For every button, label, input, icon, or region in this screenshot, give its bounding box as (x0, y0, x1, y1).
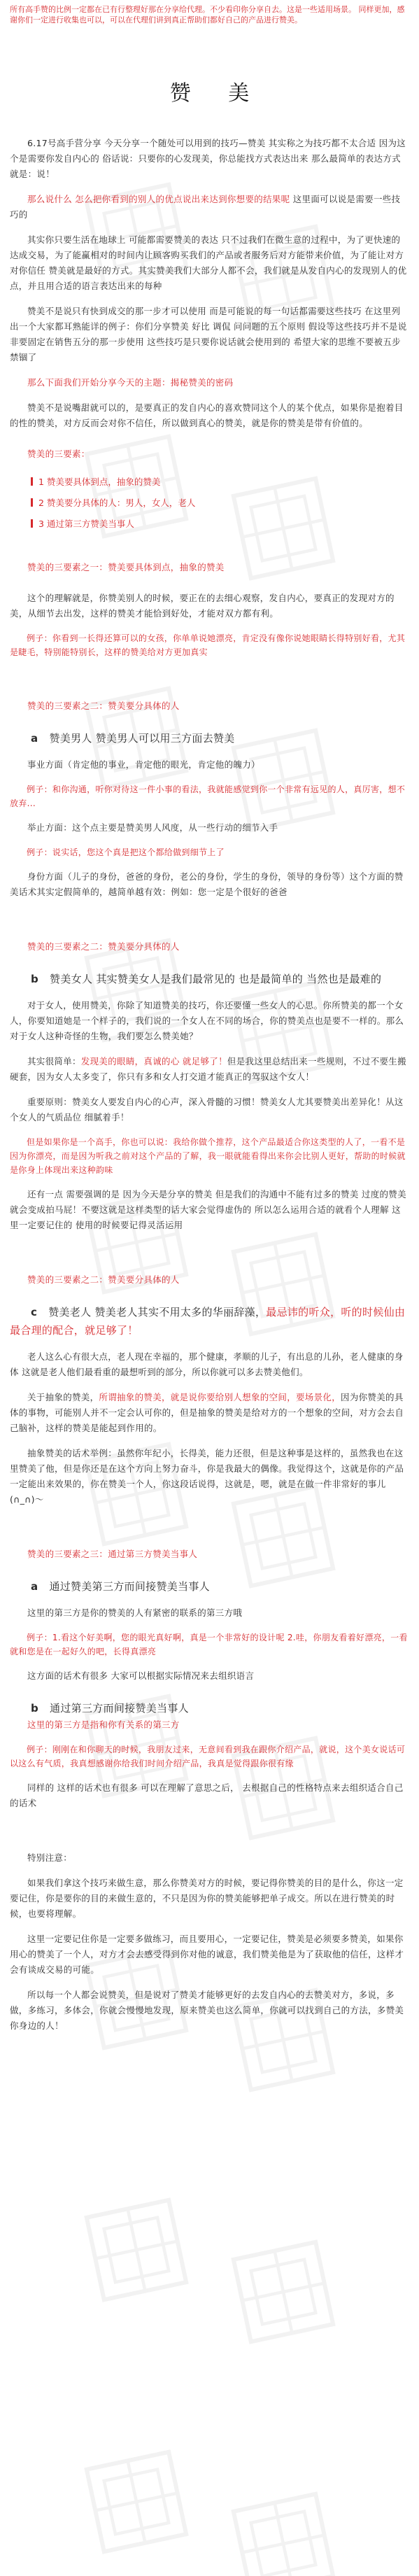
element2c-paragraph-3: 抽象赞美的话术举例：虽然你年纪小，长得美，能力还很，但是这种事是这样的，虽然我也在这里赞美了他，但是你还是在这个方向上努力奋斗，你是我最大的偶像。我觉得这个，这就是你的产品一定能出来效果的，你在赞美一个人，你这段话说得，这就是，嗯，就是在做一件非常好的事儿(∩_∩)～ (10, 1448, 404, 1505)
element2c-paragraph-2: 关于抽象的赞美，所谓抽象的赞美，就是说你要给别人想象的空间，要场景化，因为你赞美的具体的事物，可能别人并不一定会认可你的，但是抽象的赞美是给对方的一个想象的空间，对方会去自己脑补，这样的赞美是能起到作用的。 (10, 1392, 404, 1433)
element2-example-2: 例子：说实话，您这个真是把这个都给做到细节上了 (27, 847, 225, 857)
element2b-paragraph-4: 还有一点 需要强调的是 因为今天是分享的赞美 但是我们的沟通中不能有过多的赞美 过度的赞美就会变成拍马屁！不要这就是这样类型的话大家会觉得虚伪的 所以怎么运用合适的就看个人理解 这里一定要记住的 使用的时候要记得灵活运用 (10, 1189, 406, 1230)
element3-sub-b-note: 这里的第三方是指和你有关系的第三方 (27, 1719, 180, 1730)
closing-paragraph-1: 如果我们拿这个技巧来做生意，那么你赞美对方的时候，要记得你赞美的目的是什么，你这一定要记住，你是要你的目的来做生意的，不只是因为你的赞美能够把单子成交。所以在进行赞美的时候，也要将理解。 (10, 1878, 404, 1919)
element2-paragraph-3: 身份方面（儿子的身份，爸爸的身份，老公的身份，学生的身份，领导的身份等）这个方面的赞美话术其实定假简单的，越简单越有效：例如：您一定是个很好的爸爸 (10, 871, 404, 897)
element2c-sub-c: c 赞美老人 赞美老人其实不用太多的华丽辞藻，最忌讳的听众，听的时候仙由最合理的配合，就足够了！ (10, 1306, 406, 1337)
element2-example-1: 例子：和你沟通，听你对待这一件小事的看法，我就能感觉到你一个非常有远见的人，真厉害，想不放弃... (10, 784, 406, 808)
element1-paragraph: 这个的理解就是，你赞美别人的时候，要正在的去细心观察，发自内心，要真正的发现对方的美，从细节去出发，这样的赞美才能恰到好处，才能对双方都有利。 (10, 593, 395, 619)
element3-paragraph-3: 同样的 这样的话术也有很多 可以在理解了意思之后， 去根据自己的性格特点来去组织适合自己的话术 (10, 1782, 404, 1808)
intro-paragraph-3: 其实你只要生活在地球上 可能都需要赞美的表达 只不过我们在微生意的过程中，为了更快速的达成交易，为了能赢相对的时间内让顾客购买我们的产品或者服务后对方能带来价值，为了能让对方对你信任 赞美就是最好的方式。其实赞美我们大部分人都不会，我们就是从发自内心的发现别人的优点，并且用合适的语言表达出来的每种 (10, 234, 407, 291)
intro-paragraph-1: 6.17号高手营分享 今天分享一个随处可以用到的技巧—赞美 其实称之为技巧都不太合适 因为这个是需要你发自内心的 俗话说：只要你的心发现美，你总能找方式表达出来 那么最简单的表达方式就是：说！ (10, 138, 406, 179)
element1-heading: 赞美的三要素之一：赞美要具体到点，抽象的赞美 (27, 562, 225, 572)
element2b-paragraph-3: 重要原则：赞美女人要发自内心的心声，深入骨髓的习惯！赞美女人尤其要赞美出差异化！从这个女人的气质品位 细腻着手！ (10, 1097, 404, 1122)
element3-sub-b: b 通过第三方而间接赞美当事人 (31, 1702, 189, 1715)
element3-example-1: 例子：1.看这个好美啊，您的眼光真好啊，真是一个非常好的设计呢 2.哇，你朋友看着好漂亮，一看就和您是在一起好久的吧，长得真漂亮 (10, 1633, 408, 1656)
element2b-sub-b: b 赞美女人 其实赞美女人是我们最常见的 也是最简单的 当然也是最难的 (31, 973, 382, 985)
element3-paragraph-1: 这里的第三方是你的赞美的人有紧密的联系的第三方哦 (27, 1607, 243, 1618)
list-item: 3 通过第三方赞美当事人 (31, 514, 409, 535)
theme-intro: 赞美不是说嘴甜就可以的，是要真正的发自内心的喜欢赞同这个人的某个优点，如果你是抱着目的性的赞美，对方反而会对你不信任，所以做到真心的赞美，就是你的赞美是带有价值的。 (10, 402, 404, 428)
intro-highlight: 那么说什么 怎么把你看到的别人的优点说出来达到你想要的结果呢 (27, 194, 290, 204)
element3-example-2: 例子：刚刚在和你聊天的时候，我朋友过来，无意间看到我在跟你介绍产品，就说，这个美女说话可以这么有气质，我真想感谢你给我们时间介绍产品，我真是觉得跟你很有缘 (10, 1745, 406, 1768)
element2c-heading: 赞美的三要素之二：赞美要分具体的人 (27, 1274, 180, 1285)
element3-sub-a: a 通过赞美第三方而间接赞美当事人 (31, 1580, 210, 1593)
list-item: 1 赞美要具体到点，抽象的赞美 (31, 472, 409, 493)
list-item: 2 赞美要分具体的人：男人，女人，老人 (31, 493, 409, 514)
element2-sub-a: a 赞美男人 赞美男人可以用三方面去赞美 (31, 732, 235, 745)
theme-heading: 那么下面我们开始分享今天的主题：揭秘赞美的密码 (27, 377, 234, 388)
element2b-heading: 赞美的三要素之二：赞美要分具体的人 (27, 941, 180, 952)
element2b-paragraph-2: 其实很简单：发现美的眼睛，真诚的心 就足够了！但是我这里总结出来一些规则，不过不要生搬硬套，因为女人太多变了，你只有多和女人打交道才能真正的驾驭这个女人！ (10, 1056, 406, 1082)
element1-example: 例子：你看到一长得还算可以的女孩，你单单说她漂亮，肯定没有像你说她眼睛长得特别好看，尤其是睫毛，特别能特别长，这样的赞美给对方更加真实 (10, 633, 406, 657)
element3-paragraph-2: 这方面的话术有很多 大家可以根据实际情况来去组织语言 (27, 1670, 255, 1681)
element3-heading: 赞美的三要素之三：通过第三方赞美当事人 (27, 1549, 198, 1559)
closing-paragraph-2: 这里一定要记住你是一定要多做练习，而且要用心，一定要记住，赞美是必须要多赞美，如果你用心的赞美了一个人，对方才会去感受得到你对他的诚意，我们赞美他是为了获取他的信任，这样才会有谈成交易的可能。 (10, 1934, 404, 1975)
element2b-paragraph-1: 对于女人，使用赞美，你除了知道赞美的技巧，你还要懂一些女人的心思。你所赞美的都一个女人，你要知道她是一个样子的，我们说的一个女人在不同的场合，你的赞美点也是要不一样的。那么对于女人这种奇怪的生物，我们要怎么赞美她？ (10, 1000, 404, 1041)
element2-paragraph-1: 事业方面（肯定他的事业，肯定他的眼光，肯定他的魄力） (27, 759, 260, 770)
element2c-paragraph-1: 老人这么心有很大点，老人现在幸福的，那个健康，孝顺的儿子，有出息的儿孙，老人健康的身体 这就是老人他们最看重的最想听到的部分，所以你就可以多去赞美他们。 (10, 1351, 404, 1377)
elements-list (31, 472, 409, 535)
intro-paragraph-2 (10, 192, 409, 223)
bullet-bar-icon (31, 477, 33, 486)
intro-paragraph-2-rest: 这里面可以说是需要一些技巧的 (10, 194, 401, 220)
element2-heading: 赞美的三要素之二：赞美要分具体的人 (27, 701, 180, 711)
header-note: 所有高手赞的比例一定都在已有行整理好那在分享给代理。不少看印你分享自去。这是一些适用场景。 同样更加，感谢你们一定进行收集也可以，可以在代理们讲到真正帮助们都好自己的产品进行赞美。 (10, 5, 405, 24)
element2b-example: 但是如果你是一个高手，你也可以说：我给你做个推荐，这个产品最适合你这类型的人了，一看不是因为你漂亮，而是因为听我之前对这个产品的了解，我一眼就能看得出来你会比别人更好，帮助的时候就是你身上体现出来这种韵味 (10, 1137, 406, 1175)
closing-heading: 特别注意： (27, 1852, 73, 1863)
elements-heading: 赞美的三要素： (27, 449, 90, 459)
intro-paragraph-4: 赞美不是说只有快到成交的那一步才可以使用 而是可能说的每一句话都需要这些技巧 在这里列出一个大家都耳熟能详的例子：你们分享赞美 好比 调侃 问问题的五个原则 假设等这些技巧并不是说非要固定在销售五分的那一步使用 这些技巧是只要你说话就会使用到的 希望大家的思维不要被五步禁锢了 (10, 306, 407, 363)
bullet-bar-icon (31, 498, 33, 507)
closing-paragraph-3: 所以每一个人都会说赞美，但是说对了赞美才能够更好的去发自内心的去赞美对方，多说，多做，多练习，多体会，你就会慢慢地发现，原来赞美也这么简单，你就可以找到自己的方法，多赞美你身边的人！ (10, 1990, 404, 2031)
element2-paragraph-2: 举止方面：这个点主要是赞美男人风度，从一些行动的细节入手 (27, 822, 278, 833)
page-title: 赞 美 (169, 81, 265, 106)
bullet-bar-icon (31, 519, 33, 528)
